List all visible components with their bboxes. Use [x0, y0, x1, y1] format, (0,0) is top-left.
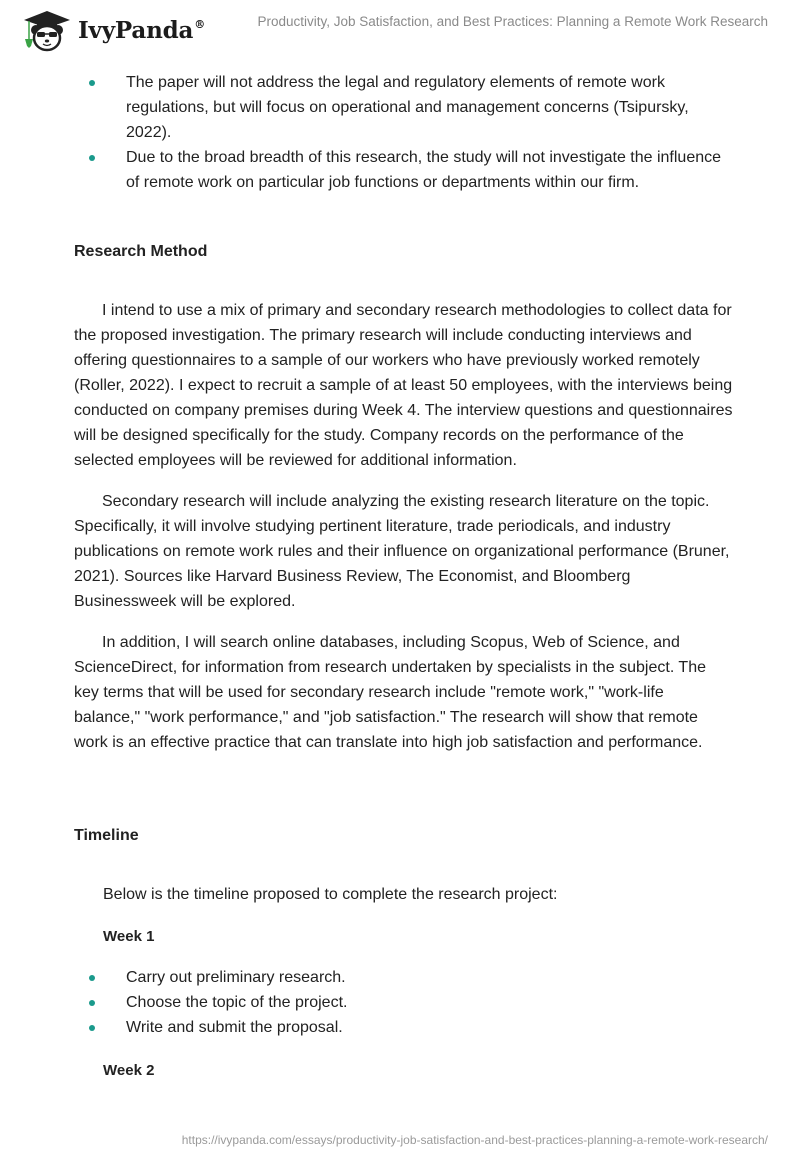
list-item-text: Due to the broad breadth of this research, the study will not investigate the influence of remote work on particular job functions or departments within our firm.	[126, 149, 722, 191]
paragraph: Secondary research will include analyzing the existing research literature on the topic. Specifically, it will involve studying pertinent literature, trade periodicals, and industry publications on remote work rules and their influence on organizational performance (Bruner, 2021). Sources like Harvard Business Review, The Economist, and Bloomberg Businessweek will be explored.	[74, 493, 730, 610]
bullet-icon	[89, 1025, 95, 1031]
list-item-text: Choose the topic of the project.	[126, 994, 348, 1011]
ivypanda-logo[interactable]	[20, 8, 205, 52]
document-title: Productivity, Job Satisfaction, and Best Practices: Planning a Remote Work Research	[257, 14, 768, 29]
timeline-section	[74, 882, 734, 1083]
list-item-text: Carry out preliminary research.	[126, 969, 346, 986]
section-heading-research-method: Research Method	[74, 243, 208, 260]
research-method-section	[74, 298, 734, 755]
week-label: Week 2	[103, 1062, 155, 1079]
bullet-icon	[89, 975, 95, 981]
bullet-icon	[89, 1000, 95, 1006]
week-label: Week 1	[103, 928, 155, 945]
bullet-icon	[89, 155, 95, 161]
logo-wordmark: IvyPanda®	[78, 16, 205, 44]
scope-limitations-list	[74, 70, 734, 195]
timeline-intro: Below is the timeline proposed to complete the research project:	[103, 886, 558, 903]
panda-graduate-icon	[20, 8, 74, 52]
source-url-link[interactable]: https://ivypanda.com/essays/productivity-job-satisfaction-and-best-practices-planning-a-remote-work-research/	[181, 1133, 768, 1147]
list-item-text: Write and submit the proposal.	[126, 1019, 343, 1036]
list-item	[74, 1015, 734, 1040]
list-item	[74, 965, 734, 990]
section-heading-timeline: Timeline	[74, 827, 139, 844]
page-header	[0, 0, 800, 60]
list-item-text: The paper will not address the legal and regulatory elements of remote work regulations, but will focus on operational and management concerns (Tsipursky, 2022).	[126, 74, 689, 141]
list-item	[74, 145, 734, 195]
list-item	[74, 990, 734, 1015]
bullet-icon	[89, 80, 95, 86]
paragraph: In addition, I will search online databases, including Scopus, Web of Science, and ScienceDirect, for information from research undertaken by specialists in the subject. The key terms that will be used for secondary research include "remote work," "work-life balance," "work performance," and "job satisfaction." The research will show that remote work is an effective practice that can translate into high job satisfaction and performance.	[74, 634, 706, 751]
paragraph: I intend to use a mix of primary and secondary research methodologies to collect data for the proposed investigation. The primary research will include conducting interviews and offering questionnaires to a sample of our workers who have previously worked remotely (Roller, 2022). I expect to recruit a sample of at least 50 employees, with the interviews being conducted on company premises during Week 4. The interview questions and questionnaires will be designed specifically for the study. Company records on the performance of the selected employees will be reviewed for additional information.	[74, 302, 733, 469]
list-item	[74, 70, 734, 145]
